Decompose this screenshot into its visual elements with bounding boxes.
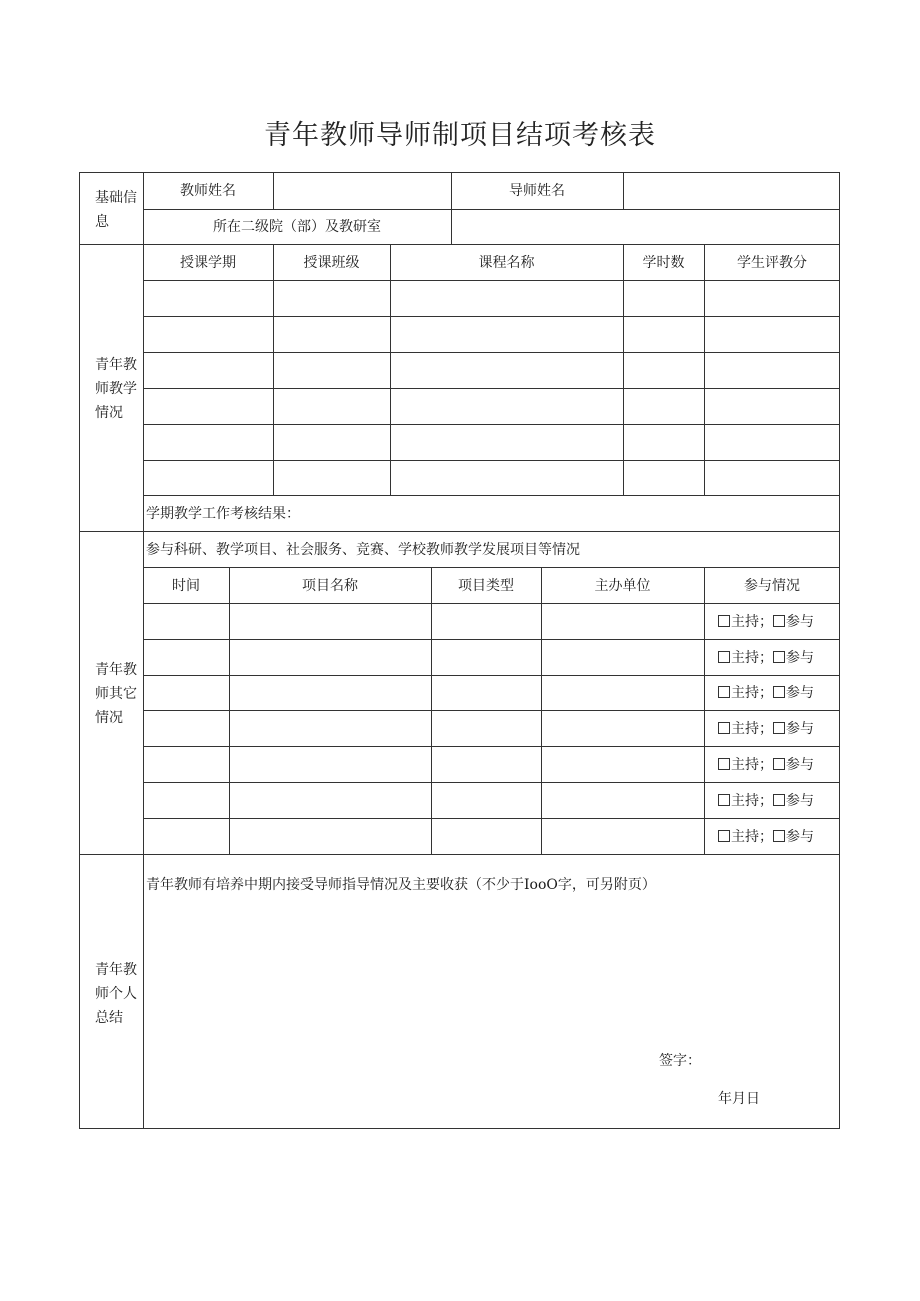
host-label: 主持；: [731, 757, 773, 773]
section-teaching-label: 青年教师教学情况: [95, 357, 137, 421]
participation-options: [718, 793, 814, 809]
divider: [431, 567, 432, 854]
teaching-cell[interactable]: [148, 326, 268, 346]
participate-checkbox[interactable]: [773, 758, 785, 770]
teaching-cell[interactable]: [709, 398, 835, 418]
teaching-cell[interactable]: [709, 470, 835, 490]
participate-label: 参与: [786, 757, 814, 773]
teaching-cell[interactable]: [278, 398, 385, 418]
other-header-project-type: 项目类型: [458, 578, 514, 594]
teaching-cell[interactable]: [628, 326, 699, 346]
host-checkbox[interactable]: [718, 686, 730, 698]
teaching-result-label: 学期教学工作考核结果：: [146, 506, 300, 522]
teaching-cell[interactable]: [628, 398, 699, 418]
participate-checkbox[interactable]: [773, 794, 785, 806]
divider: [79, 244, 840, 245]
section-basic-info-label: 基础信息: [95, 190, 137, 230]
teaching-cell[interactable]: [148, 362, 268, 382]
department-field[interactable]: [456, 219, 836, 239]
divider: [143, 352, 840, 353]
teaching-cell[interactable]: [709, 434, 835, 454]
teaching-cell[interactable]: [278, 362, 385, 382]
mentor-name-field[interactable]: [628, 183, 836, 203]
teacher-name-label: 教师姓名: [180, 183, 236, 199]
teaching-cell[interactable]: [395, 326, 618, 346]
participate-label: 参与: [786, 685, 814, 701]
host-checkbox[interactable]: [718, 794, 730, 806]
divider: [623, 172, 624, 209]
teaching-header-course: 课程名称: [478, 255, 535, 271]
participation-options: [718, 829, 814, 845]
divider: [704, 567, 705, 854]
teaching-cell[interactable]: [148, 398, 268, 418]
teaching-cell[interactable]: [628, 470, 699, 490]
participate-label: 参与: [786, 650, 814, 666]
divider: [143, 710, 840, 711]
teaching-cell[interactable]: [278, 470, 385, 490]
divider: [229, 567, 230, 854]
participate-label: 参与: [786, 721, 814, 737]
other-intro: 参与科研、教学项目、社会服务、竞赛、学校教师教学发展项目等情况: [146, 542, 580, 558]
participate-checkbox[interactable]: [773, 651, 785, 663]
participate-label: 参与: [786, 614, 814, 630]
other-header-participation: 参与情况: [744, 578, 800, 594]
section-summary-label: 青年教师个人总结: [95, 962, 137, 1026]
teaching-cell[interactable]: [148, 470, 268, 490]
divider: [143, 280, 840, 281]
participation-options: [718, 650, 814, 666]
other-header-time: 时间: [172, 578, 200, 594]
teaching-cell[interactable]: [628, 290, 699, 310]
teaching-cell[interactable]: [628, 434, 699, 454]
divider: [79, 531, 840, 532]
divider: [143, 782, 840, 783]
divider: [79, 854, 840, 855]
host-checkbox[interactable]: [718, 722, 730, 734]
divider: [143, 316, 840, 317]
teaching-cell[interactable]: [395, 434, 618, 454]
section-other-label: 青年教师其它情况: [95, 662, 137, 726]
teaching-header-semester: 授课学期: [180, 255, 236, 271]
teaching-cell[interactable]: [278, 434, 385, 454]
department-label: 所在二级院（部）及教研室: [213, 219, 381, 235]
teaching-header-hours: 学时数: [642, 255, 685, 271]
other-header-project-name: 项目名称: [302, 578, 358, 594]
teaching-cell[interactable]: [395, 398, 618, 418]
participate-label: 参与: [786, 793, 814, 809]
teaching-cell[interactable]: [395, 290, 618, 310]
divider: [143, 424, 840, 425]
divider: [273, 244, 274, 495]
teaching-cell[interactable]: [148, 290, 268, 310]
teaching-cell[interactable]: [709, 290, 835, 310]
divider: [390, 244, 391, 495]
divider: [143, 460, 840, 461]
participate-checkbox[interactable]: [773, 615, 785, 627]
teaching-cell[interactable]: [278, 290, 385, 310]
divider: [143, 675, 840, 676]
mentor-name-label: 导师姓名: [509, 183, 565, 199]
participate-checkbox[interactable]: [773, 686, 785, 698]
divider: [143, 495, 840, 496]
participation-options: [718, 614, 814, 630]
teaching-cell[interactable]: [709, 362, 835, 382]
participation-options: [718, 757, 814, 773]
teaching-cell[interactable]: [395, 362, 618, 382]
host-label: 主持；: [731, 721, 773, 737]
date-label: 年月日: [718, 1091, 760, 1107]
teaching-cell[interactable]: [278, 326, 385, 346]
divider: [704, 244, 705, 495]
host-label: 主持；: [731, 614, 773, 630]
divider: [623, 244, 624, 495]
participate-checkbox[interactable]: [773, 722, 785, 734]
teaching-cell[interactable]: [628, 362, 699, 382]
participation-options: [718, 685, 814, 701]
participate-checkbox[interactable]: [773, 830, 785, 842]
host-label: 主持；: [731, 829, 773, 845]
host-checkbox[interactable]: [718, 651, 730, 663]
participation-options: [718, 721, 814, 737]
page-title: 青年教师导师制项目结项考核表: [264, 120, 656, 151]
host-label: 主持；: [731, 685, 773, 701]
divider: [143, 818, 840, 819]
teaching-header-class: 授课班级: [303, 255, 360, 271]
participate-label: 参与: [786, 829, 814, 845]
divider: [143, 603, 840, 604]
teaching-header-student-score: 学生评教分: [737, 255, 807, 271]
teaching-cell[interactable]: [709, 326, 835, 346]
divider: [143, 567, 840, 568]
divider: [143, 746, 840, 747]
teacher-name-field[interactable]: [278, 183, 446, 203]
summary-prompt: 青年教师有培养中期内接受导师指导情况及主要收获（不少于IooO字，可另附页）: [146, 877, 656, 893]
divider: [541, 567, 542, 854]
divider: [143, 639, 840, 640]
host-checkbox[interactable]: [718, 830, 730, 842]
host-label: 主持；: [731, 793, 773, 809]
other-header-organizer: 主办单位: [594, 578, 651, 594]
teaching-cell[interactable]: [148, 434, 268, 454]
host-label: 主持；: [731, 650, 773, 666]
signature-label: 签字：: [659, 1053, 701, 1069]
divider: [143, 209, 840, 210]
summary-text-area[interactable]: [146, 900, 836, 1040]
host-checkbox[interactable]: [718, 758, 730, 770]
host-checkbox[interactable]: [718, 615, 730, 627]
teaching-cell[interactable]: [395, 470, 618, 490]
divider: [273, 172, 274, 209]
divider: [143, 388, 840, 389]
